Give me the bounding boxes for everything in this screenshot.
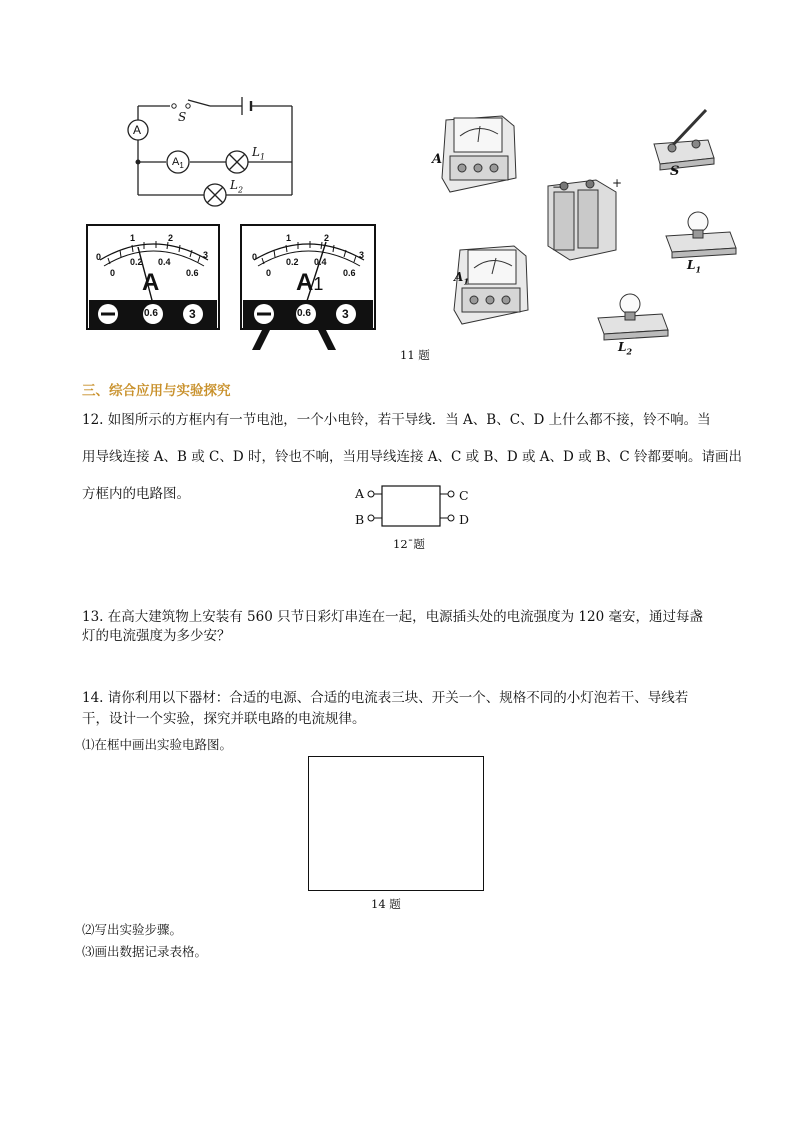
q14-part2: ⑵写出实验步骤。 [82, 922, 183, 937]
circuit-diagram [118, 92, 308, 212]
circuit-ammeter-a1-label: $A_1$ [172, 156, 184, 171]
meter-a1-top-scale-3: 3 [359, 250, 365, 260]
meter-a1-top-scale-0: 0 [252, 252, 258, 262]
apparatus-battery-minus: − [552, 180, 563, 194]
meter-a1-bottom-scale-0: 0 [266, 268, 272, 278]
meter-a-top-scale-3: 3 [203, 250, 209, 260]
meter-a1-terminal-3: 3 [342, 307, 349, 321]
q12-terminal-d: D [459, 512, 470, 527]
meter-a-top-scale-0: 0 [96, 252, 102, 262]
circuit-switch-label: S [178, 110, 187, 124]
apparatus-ammeter-a1-label: $A_1$ [454, 270, 469, 287]
meter-a-bottom-scale-2: 0.4 [158, 257, 171, 267]
q13-line2: 灯的电流强度为多少安？ [82, 628, 231, 644]
meter-a1-bottom-scale-1: 0.2 [286, 257, 299, 267]
meter-a1-label: A1 [296, 269, 324, 296]
section-heading: 三、综合应用与实验探究 [82, 383, 231, 399]
meter-a1-top-scale-1: 1 [286, 233, 292, 243]
q14-part3: ⑶画出数据记录表格。 [82, 944, 208, 959]
q12-terminal-a: A [355, 486, 365, 501]
apparatus-lamp-l1 [666, 212, 736, 258]
meter-a-bottom-scale-1: 0.2 [130, 257, 143, 267]
q12-box-diagram [352, 480, 476, 532]
circuit-lamp-l1-label: $L_1$ [252, 145, 266, 162]
q12-line3: 方框内的电路图。 [82, 486, 190, 502]
meter-a-top-scale-1: 1 [130, 233, 136, 243]
apparatus-switch [654, 110, 714, 170]
meter-a1 [240, 224, 378, 330]
meter-a-top-scale-2: 2 [168, 233, 174, 243]
meter-a-bottom-scale-0: 0 [110, 268, 116, 278]
apparatus-lamp-l2 [598, 294, 668, 340]
meter-a1-top-scale-2: 2 [324, 233, 330, 243]
meter-a1-bottom-scale-3: 0.6 [343, 268, 356, 278]
meter-a-terminal-06: 0.6 [144, 308, 158, 319]
apparatus-lamp-l1-label: $L_1$ [687, 258, 702, 275]
q14-part1: ⑴在框中画出实验电路图。 [82, 737, 233, 752]
apparatus-ammeter-a-label: A [432, 152, 443, 167]
q14-line1: 14. 请你利用以下器材：合适的电源、合适的电流表三块、开关一个、规格不同的小灯泡若干、导线若 [82, 690, 689, 706]
q14-caption: 14 题 [371, 897, 401, 911]
apparatus-battery-plus: + [612, 176, 623, 190]
circuit-lamp-l2-label: $L_2$ [230, 178, 244, 195]
q14-line2: 干，设计一个实验，探究并联电路的电流规律。 [82, 711, 366, 727]
apparatus-switch-label: S [670, 164, 680, 179]
q14-drawing-box[interactable] [308, 756, 484, 891]
q13-line1: 13. 在高大建筑物上安装有 560 只节日彩灯串连在一起，电源插头处的电流强度为 120 毫安，通过每盏 [82, 609, 703, 625]
meter-a-bottom-scale-3: 0.6 [186, 268, 199, 278]
apparatus-panel [410, 100, 744, 362]
q12-caption: 12ˉ题 [393, 537, 425, 551]
apparatus-lamp-l2-label: $L_2$ [618, 340, 633, 357]
q12-terminal-c: C [459, 488, 469, 503]
meter-a [86, 224, 220, 330]
meter-a-terminal-3: 3 [189, 307, 196, 321]
apparatus-ammeter-a [442, 116, 516, 192]
meter-a-label: A [142, 269, 160, 296]
meter-a1-terminal-06: 0.6 [297, 308, 311, 319]
meter-a1-bottom-scale-2: 0.4 [314, 257, 327, 267]
q12-line1: 12. 如图所示的方框内有一节电池，一个小电铃，若干导线．当 A、B、C、D 上什么都不接，铃不响。当 [82, 412, 711, 428]
figure11-caption: 11 题 [400, 348, 430, 362]
q12-terminal-b: B [355, 512, 365, 527]
circuit-ammeter-a-label: A [133, 123, 142, 137]
q12-line2: 用导线连接 A、B 或 C、D 时，铃也不响，当用导线连接 A、C 或 B、D 或 A、D 或 B、C 铃都要响。请画出 [82, 449, 742, 465]
apparatus-drawing [410, 100, 744, 362]
